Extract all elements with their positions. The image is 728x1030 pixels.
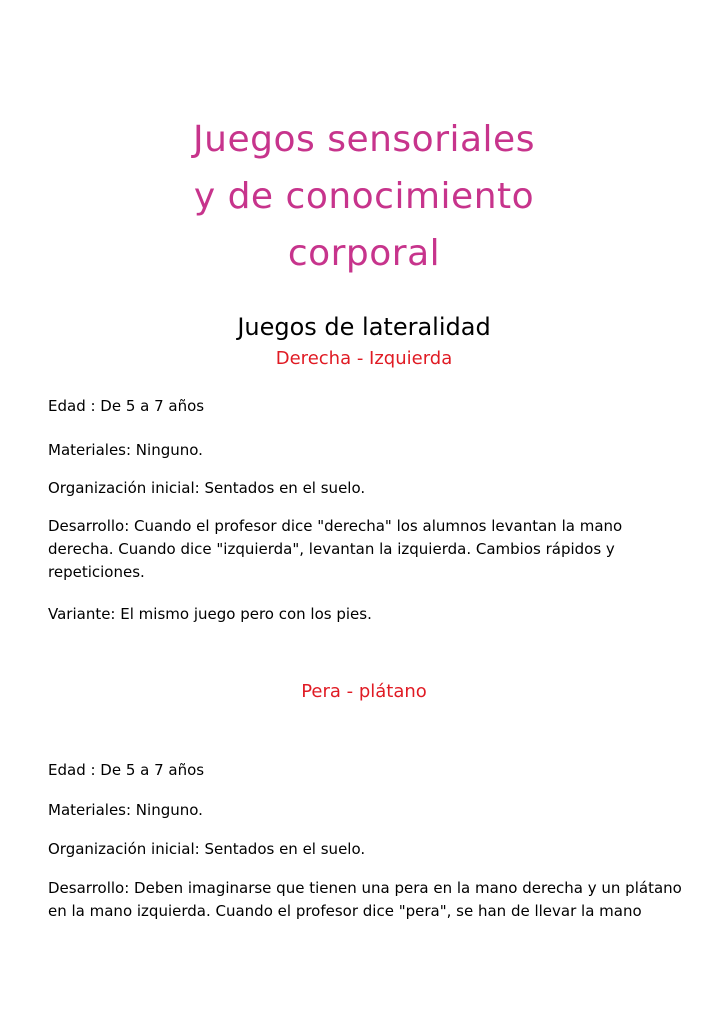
section-2-desarrollo-line-2: en la mano izquierda. Cuando el profesor dice "pera", se han de llevar la mano <box>48 902 642 920</box>
subtitle: Juegos de lateralidad <box>237 313 491 341</box>
section-1-desarrollo-line-2: derecha. Cuando dice "izquierda", levantan la izquierda. Cambios rápidos y <box>48 540 615 558</box>
section-1-desarrollo-line-3: repeticiones. <box>48 563 145 581</box>
section-title-pera-platano: Pera - plátano <box>301 681 427 702</box>
section-2-organizacion: Organización inicial: Sentados en el suelo. <box>48 840 366 858</box>
section-1-desarrollo-line-1: Desarrollo: Cuando el profesor dice "derecha" los alumnos levantan la mano <box>48 517 623 535</box>
section-1-variante: Variante: El mismo juego pero con los pies. <box>48 605 372 623</box>
main-title-line-3: corporal <box>287 233 441 274</box>
section-2-edad: Edad : De 5 a 7 años <box>48 761 205 779</box>
section-title-derecha-izquierda: Derecha - Izquierda <box>275 348 453 369</box>
section-2-materiales: Materiales: Ninguno. <box>48 801 203 819</box>
section-2-desarrollo-line-1: Desarrollo: Deben imaginarse que tienen una pera en la mano derecha y un plátano <box>48 879 682 897</box>
main-title-line-1: Juegos sensoriales <box>193 119 535 160</box>
main-title-line-2: y de conocimiento <box>193 176 535 217</box>
section-1-organizacion: Organización inicial: Sentados en el suelo. <box>48 479 366 497</box>
section-1-edad: Edad : De 5 a 7 años <box>48 397 205 415</box>
section-1-materiales: Materiales: Ninguno. <box>48 441 203 459</box>
